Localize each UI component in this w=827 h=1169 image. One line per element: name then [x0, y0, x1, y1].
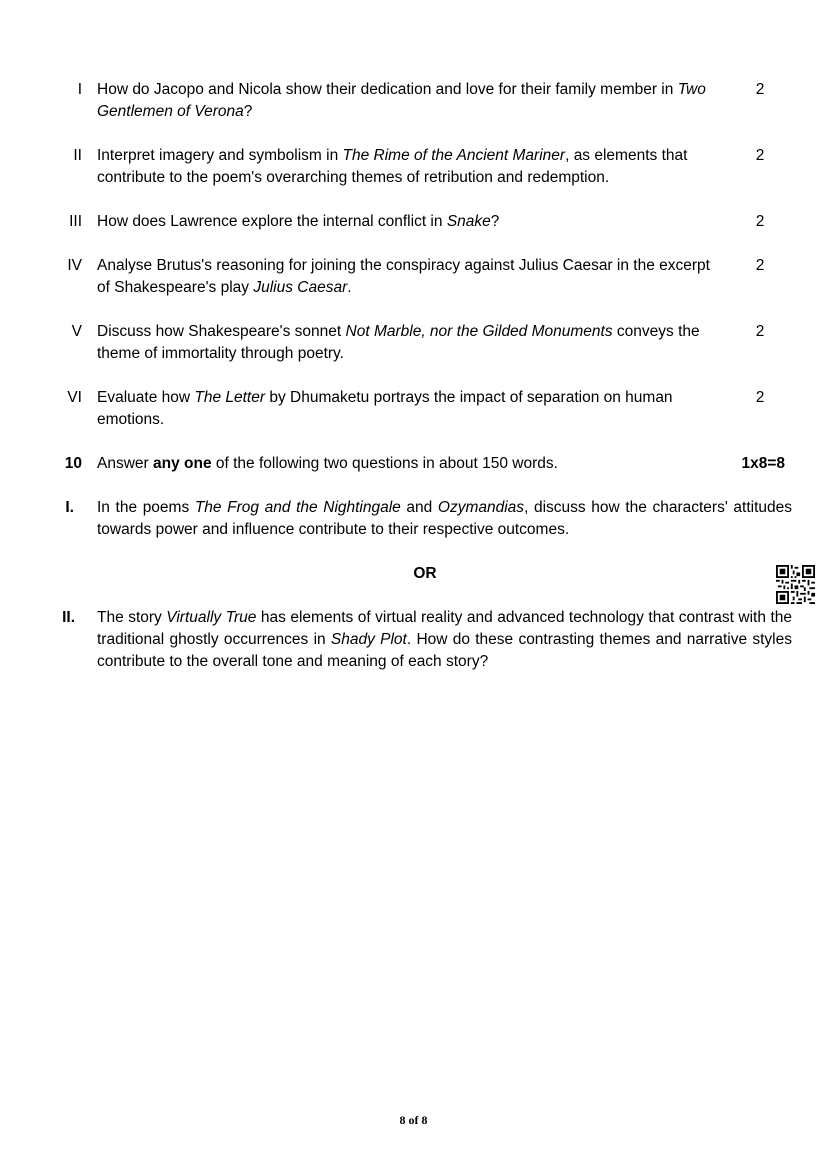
question-marks: 2: [755, 81, 765, 98]
qr-code-icon[interactable]: [776, 565, 815, 604]
question-text: How do Jacopo and Nicola show their dedication and love for their family member in Two Gentlemen of Verona?: [97, 81, 706, 120]
question-marks: 2: [755, 257, 765, 274]
or-separator: OR: [413, 565, 437, 582]
question-marks: 2: [755, 147, 765, 164]
question-number: III: [69, 213, 82, 230]
question-marks: 2: [755, 323, 765, 340]
question-marks: 1x8=8: [741, 455, 785, 472]
page-number: 8 of 8: [399, 1113, 428, 1127]
question-text: Discuss how Shakespeare's sonnet Not Marble, nor the Gilded Monuments conveys the theme of immortality through poetry.: [97, 323, 700, 362]
question-marks: 2: [755, 213, 765, 230]
option-number: I.: [65, 499, 74, 516]
question-text: Answer any one of the following two questions in about 150 words.: [97, 455, 558, 472]
question-number: IV: [67, 257, 82, 274]
option-number: II.: [62, 609, 75, 626]
question-number: V: [71, 323, 82, 340]
question-number: 10: [64, 455, 82, 472]
option-text: The story Virtually True has elements of virtual reality and advanced technology that contrast with the traditional ghostly occurrences in Shady Plot. How do these contrasting themes and narrative styles contribute to the overall tone and meaning of each story?: [97, 609, 792, 670]
question-text: Evaluate how The Letter by Dhumaketu portrays the impact of separation on human emotions.: [97, 389, 673, 428]
question-number: II: [73, 147, 82, 164]
question-text: Interpret imagery and symbolism in The Rime of the Ancient Mariner, as elements that contribute to the poem's overarching themes of retribution and redemption.: [97, 147, 688, 186]
question-text: Analyse Brutus's reasoning for joining the conspiracy against Julius Caesar in the excerpt of Shakespeare's play Julius Caesar.: [97, 257, 710, 296]
question-number: VI: [67, 389, 82, 406]
option-text: In the poems The Frog and the Nightingale and Ozymandias, discuss how the characters' attitudes towards power and influence contribute to their respective outcomes.: [97, 499, 792, 538]
question-text: How does Lawrence explore the internal conflict in Snake?: [97, 213, 500, 230]
question-number: I: [77, 81, 82, 98]
question-marks: 2: [755, 389, 765, 406]
